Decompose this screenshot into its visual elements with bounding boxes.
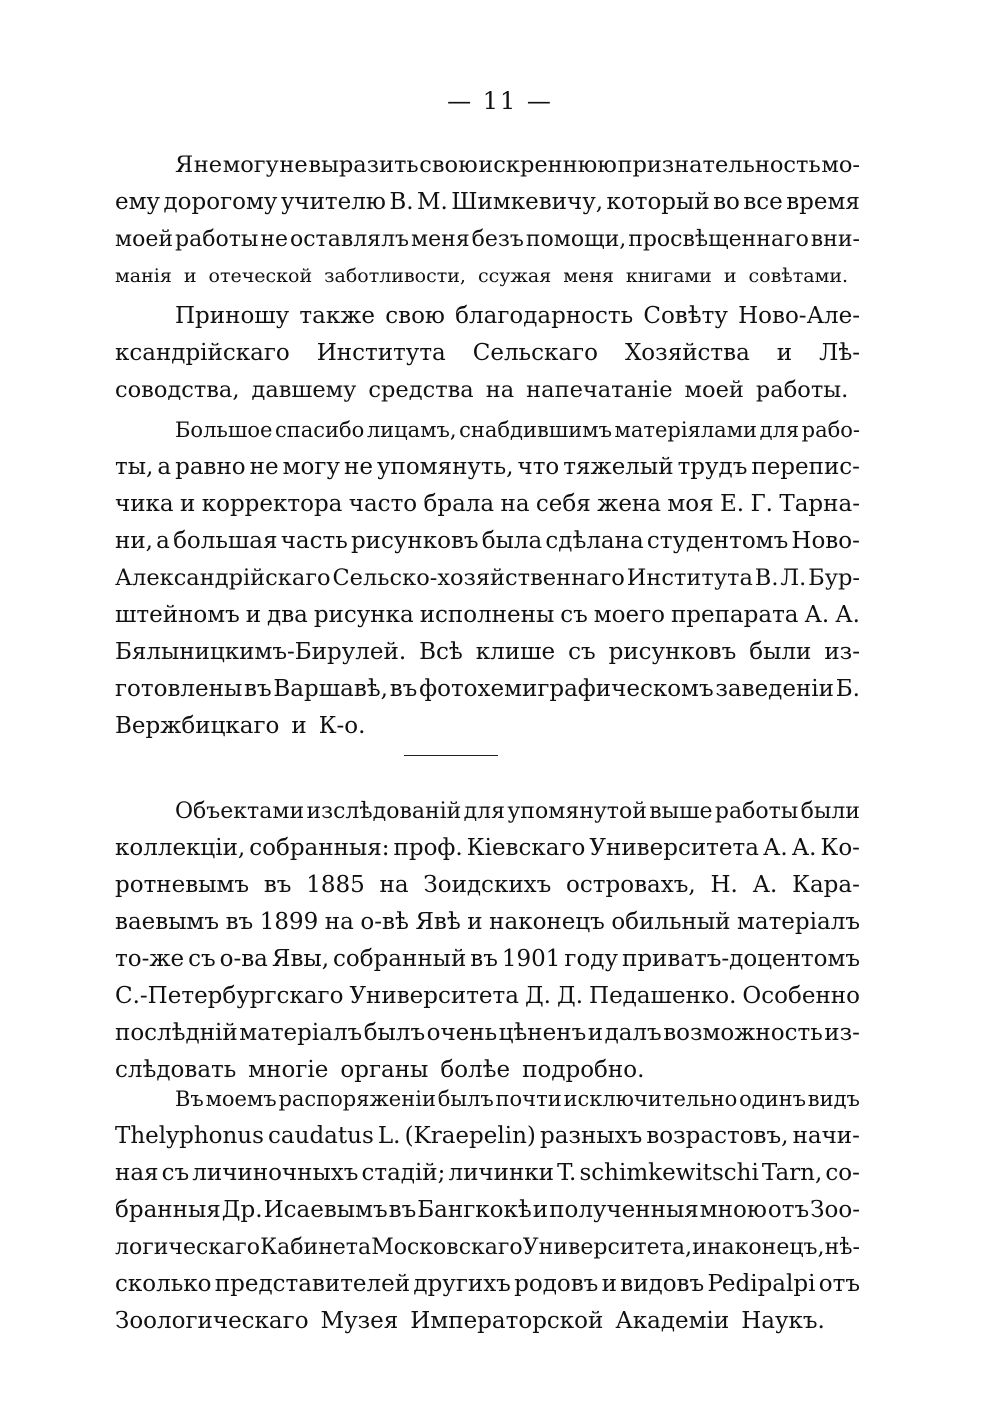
text-line: Я не могу не выразить свою искреннюю признательность мо- xyxy=(175,152,860,178)
paragraph-material-species xyxy=(115,1081,860,1340)
text-line: Александрійскаго Сельско-хозяйственнаго Института В. Л. Бур- xyxy=(115,565,860,591)
text-line: слѣдовать многіе органы болѣе подробно. xyxy=(115,1057,645,1083)
text-line: ты, а равно не могу не упомянуть, что тяжелый трудъ перепис- xyxy=(115,454,860,480)
text-line: Приношу также свою благодарность Совѣту Ново-Але- xyxy=(175,303,860,329)
section-divider xyxy=(404,755,498,756)
text-line: Объектами изслѣдованій для упомянутой выше работы были xyxy=(175,799,860,824)
text-line: Въ моемъ распоряженіи былъ почти исключительно одинъ видъ xyxy=(175,1087,860,1111)
paragraph-acknowledgement-helpers xyxy=(115,412,860,745)
text-line: ни, а большая часть рисунковъ была сдѣлана студентомъ Ново- xyxy=(115,528,860,554)
text-line: послѣдній матеріалъ былъ очень цѣненъ и далъ возможность из- xyxy=(115,1020,860,1046)
text-line: ему дорогому учителю В. М. Шимкевичу, который во все время xyxy=(115,189,860,215)
text-line: соводства, давшему средства на напечатаніе моей работы. xyxy=(115,377,849,403)
text-line: Бялыницкимъ-Бирулей. Всѣ клише съ рисунковъ были из- xyxy=(115,639,860,665)
paragraph-research-objects xyxy=(115,793,860,1089)
text-line: бранныя Др. Исаевымъ въ Бангкокѣ и полученныя мною отъ Зоо- xyxy=(115,1197,860,1223)
text-line: готовлены въ Варшавѣ, въ фотохемиграфическомъ заведеніи Б. xyxy=(115,676,860,702)
paragraph-acknowledgement-teacher xyxy=(115,147,860,295)
text-line: С.-Петербургскаго Университета Д. Д. Педашенко. Особенно xyxy=(115,983,860,1009)
text-line: Вержбицкаго и К-о. xyxy=(115,713,366,739)
text-line: Thelyphonus caudatus L. (Kraepelin) разныхъ возрастовъ, начи- xyxy=(115,1123,860,1149)
text-line: логическаго Кабинета Московскаго Университета, и наконецъ, нѣ- xyxy=(115,1235,860,1260)
text-line: чика и корректора часто брала на себя жена моя Е. Г. Тарна- xyxy=(115,491,860,517)
text-line: Зоологическаго Музея Императорской Академіи Наукъ. xyxy=(115,1308,825,1334)
page-number: — 11 — xyxy=(447,87,553,115)
text-line: сколько представителей другихъ родовъ и видовъ Pedipalpi отъ xyxy=(115,1271,860,1297)
paragraph-acknowledgement-council xyxy=(115,298,860,409)
text-line: штейномъ и два рисунка исполнены съ моего препарата А. А. xyxy=(115,602,860,628)
text-line: то-же съ о-ва Явы, собранный въ 1901 году приватъ-доцентомъ xyxy=(115,946,860,972)
text-line: ная съ личиночныхъ стадій; личинки T. schimkewitschi Tarn, со- xyxy=(115,1160,860,1186)
text-line: Большое спасибо лицамъ, снабдившимъ матеріялами для рабо- xyxy=(175,418,860,442)
text-line: ротневымъ въ 1885 на Зоидскихъ островахъ, Н. А. Кара- xyxy=(115,872,860,898)
text-line: ксандрійскаго Института Сельскаго Хозяйства и Лѣ- xyxy=(115,340,860,366)
text-line: коллекціи, собранныя: проф. Кіевскаго Университета А. А. Ко- xyxy=(115,835,860,861)
text-line: моей работы не оставлялъ меня безъ помощи, просвѣщеннаго вни- xyxy=(115,227,860,252)
text-line: манія и отеческой заботливости, ссужая меня книгами и совѣтами. xyxy=(115,265,849,287)
text-line: ваевымъ въ 1899 на о-вѣ Явѣ и наконецъ обильный матеріалъ xyxy=(115,909,860,935)
